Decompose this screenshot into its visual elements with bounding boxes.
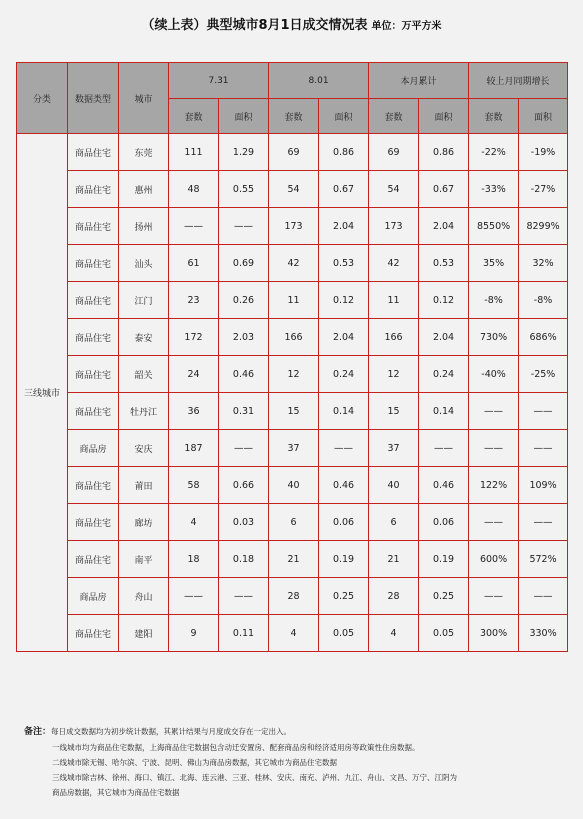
table-row (17, 393, 568, 430)
area-month-cell: 2.04 (419, 319, 469, 356)
area-7-31-cell: —— (219, 208, 269, 245)
units-8-01-cell: 21 (269, 541, 319, 578)
header-mom-growth: 较上月同期增长 (469, 63, 568, 99)
units-month-cell: 173 (369, 208, 419, 245)
table-row (17, 578, 568, 615)
data-type-cell: 商品住宅 (68, 319, 119, 356)
units-7-31-cell: 58 (169, 467, 219, 504)
units-growth-cell: 8550% (469, 208, 519, 245)
units-8-01-cell: 166 (269, 319, 319, 356)
units-7-31-cell: 61 (169, 245, 219, 282)
units-growth-cell: -8% (469, 282, 519, 319)
table-row (17, 541, 568, 578)
units-7-31-cell: —— (169, 578, 219, 615)
header-area: 面积 (219, 99, 269, 134)
note-line: 二线城市除无锡、哈尔滨、宁波、昆明、佛山为商品房数据，其它城市为商品住宅数据 (52, 758, 337, 767)
area-growth-cell: 109% (519, 467, 568, 504)
area-7-31-cell: 0.18 (219, 541, 269, 578)
units-8-01-cell: 37 (269, 430, 319, 467)
header-units: 套数 (369, 99, 419, 134)
area-8-01-cell: 0.86 (319, 134, 369, 171)
units-month-cell: 54 (369, 171, 419, 208)
units-month-cell: 37 (369, 430, 419, 467)
units-growth-cell: -40% (469, 356, 519, 393)
area-month-cell: 2.04 (419, 208, 469, 245)
units-7-31-cell: 36 (169, 393, 219, 430)
city-cell: 南平 (119, 541, 169, 578)
transaction-table (16, 62, 568, 652)
units-8-01-cell: 6 (269, 504, 319, 541)
data-type-cell: 商品住宅 (68, 393, 119, 430)
table-row (17, 319, 568, 356)
units-7-31-cell: —— (169, 208, 219, 245)
units-7-31-cell: 111 (169, 134, 219, 171)
units-month-cell: 166 (369, 319, 419, 356)
city-cell: 东莞 (119, 134, 169, 171)
header-units: 套数 (269, 99, 319, 134)
units-7-31-cell: 24 (169, 356, 219, 393)
area-8-01-cell: 2.04 (319, 208, 369, 245)
header-area: 面积 (319, 99, 369, 134)
units-month-cell: 69 (369, 134, 419, 171)
area-8-01-cell: 0.53 (319, 245, 369, 282)
units-month-cell: 28 (369, 578, 419, 615)
area-month-cell: 0.53 (419, 245, 469, 282)
area-month-cell: 0.05 (419, 615, 469, 652)
area-month-cell: 0.86 (419, 134, 469, 171)
data-type-cell: 商品住宅 (68, 208, 119, 245)
header-month-total: 本月累计 (369, 63, 469, 99)
units-growth-cell: -33% (469, 171, 519, 208)
data-type-cell: 商品住宅 (68, 134, 119, 171)
data-type-cell: 商品住宅 (68, 282, 119, 319)
table-row (17, 208, 568, 245)
area-8-01-cell: 0.67 (319, 171, 369, 208)
table-row (17, 356, 568, 393)
area-7-31-cell: 0.26 (219, 282, 269, 319)
table-row (17, 171, 568, 208)
data-type-cell: 商品住宅 (68, 615, 119, 652)
units-month-cell: 40 (369, 467, 419, 504)
header-date-2: 8.01 (269, 63, 369, 99)
area-8-01-cell: —— (319, 430, 369, 467)
note-line: 三线城市除吉林、徐州、海口、镇江、北海、连云港、三亚、桂林、安庆、南充、泸州、九江、舟山、文昌、万宁、江阴为 (52, 773, 457, 782)
city-cell: 江门 (119, 282, 169, 319)
area-7-31-cell: 0.66 (219, 467, 269, 504)
city-cell: 汕头 (119, 245, 169, 282)
area-growth-cell: -25% (519, 356, 568, 393)
units-7-31-cell: 23 (169, 282, 219, 319)
city-cell: 安庆 (119, 430, 169, 467)
city-cell: 廊坊 (119, 504, 169, 541)
data-type-cell: 商品住宅 (68, 171, 119, 208)
area-growth-cell: 686% (519, 319, 568, 356)
area-7-31-cell: —— (219, 578, 269, 615)
area-8-01-cell: 0.05 (319, 615, 369, 652)
units-8-01-cell: 40 (269, 467, 319, 504)
units-growth-cell: —— (469, 504, 519, 541)
units-7-31-cell: 187 (169, 430, 219, 467)
units-month-cell: 11 (369, 282, 419, 319)
city-cell: 韶关 (119, 356, 169, 393)
units-7-31-cell: 172 (169, 319, 219, 356)
unit-label: 单位：万平方米 (371, 21, 442, 32)
area-8-01-cell: 0.19 (319, 541, 369, 578)
area-8-01-cell: 0.12 (319, 282, 369, 319)
city-cell: 牡丹江 (119, 393, 169, 430)
units-growth-cell: 122% (469, 467, 519, 504)
area-month-cell: 0.06 (419, 504, 469, 541)
units-growth-cell: -22% (469, 134, 519, 171)
header-city: 城市 (119, 63, 169, 134)
units-7-31-cell: 18 (169, 541, 219, 578)
area-growth-cell: —— (519, 430, 568, 467)
header-category: 分类 (17, 63, 68, 134)
data-type-cell: 商品房 (68, 578, 119, 615)
area-8-01-cell: 0.14 (319, 393, 369, 430)
area-growth-cell: —— (519, 393, 568, 430)
table-row (17, 134, 568, 171)
data-type-cell: 商品住宅 (68, 356, 119, 393)
area-growth-cell: -8% (519, 282, 568, 319)
note-text: 每日成交数据均为初步统计数据，其累计结果与月度成交存在一定出入。 (51, 727, 292, 736)
notes-label: 备注： (24, 727, 52, 737)
area-month-cell: —— (419, 430, 469, 467)
data-type-cell: 商品房 (68, 430, 119, 467)
area-7-31-cell: 0.03 (219, 504, 269, 541)
table-row (17, 504, 568, 541)
area-growth-cell: 32% (519, 245, 568, 282)
area-month-cell: 0.19 (419, 541, 469, 578)
units-8-01-cell: 173 (269, 208, 319, 245)
table-row (17, 615, 568, 652)
table-row (17, 430, 568, 467)
city-cell: 舟山 (119, 578, 169, 615)
note-line: 一线城市均为商品住宅数据，上海商品住宅数据包含动迁安置房、配套商品房和经济适用房等政策性住房数据。 (52, 743, 420, 752)
area-7-31-cell: 0.11 (219, 615, 269, 652)
header-units: 套数 (469, 99, 519, 134)
area-month-cell: 0.46 (419, 467, 469, 504)
data-type-cell: 商品住宅 (68, 504, 119, 541)
area-7-31-cell: 0.31 (219, 393, 269, 430)
area-8-01-cell: 0.24 (319, 356, 369, 393)
header-units: 套数 (169, 99, 219, 134)
area-month-cell: 0.25 (419, 578, 469, 615)
data-type-cell: 商品住宅 (68, 541, 119, 578)
category-cell: 三线城市 (17, 134, 68, 652)
area-growth-cell: —— (519, 504, 568, 541)
units-8-01-cell: 54 (269, 171, 319, 208)
units-7-31-cell: 48 (169, 171, 219, 208)
header-area: 面积 (419, 99, 469, 134)
units-8-01-cell: 4 (269, 615, 319, 652)
table-body (17, 134, 568, 652)
city-cell: 惠州 (119, 171, 169, 208)
area-growth-cell: 8299% (519, 208, 568, 245)
area-8-01-cell: 0.06 (319, 504, 369, 541)
area-7-31-cell: 1.29 (219, 134, 269, 171)
notes (24, 724, 564, 800)
area-7-31-cell: 0.69 (219, 245, 269, 282)
area-growth-cell: -27% (519, 171, 568, 208)
units-growth-cell: —— (469, 393, 519, 430)
units-month-cell: 21 (369, 541, 419, 578)
units-8-01-cell: 28 (269, 578, 319, 615)
units-month-cell: 4 (369, 615, 419, 652)
note-line (24, 724, 564, 740)
units-7-31-cell: 4 (169, 504, 219, 541)
city-cell: 扬州 (119, 208, 169, 245)
units-7-31-cell: 9 (169, 615, 219, 652)
table-row (17, 245, 568, 282)
units-month-cell: 12 (369, 356, 419, 393)
units-8-01-cell: 12 (269, 356, 319, 393)
units-growth-cell: —— (469, 430, 519, 467)
units-month-cell: 42 (369, 245, 419, 282)
area-growth-cell: —— (519, 578, 568, 615)
units-month-cell: 15 (369, 393, 419, 430)
area-month-cell: 0.24 (419, 356, 469, 393)
units-growth-cell: 35% (469, 245, 519, 282)
area-7-31-cell: 2.03 (219, 319, 269, 356)
area-growth-cell: 572% (519, 541, 568, 578)
area-8-01-cell: 2.04 (319, 319, 369, 356)
table-row (17, 467, 568, 504)
units-8-01-cell: 15 (269, 393, 319, 430)
city-cell: 泰安 (119, 319, 169, 356)
units-8-01-cell: 42 (269, 245, 319, 282)
area-7-31-cell: —— (219, 430, 269, 467)
area-8-01-cell: 0.46 (319, 467, 369, 504)
header-area: 面积 (519, 99, 568, 134)
units-8-01-cell: 11 (269, 282, 319, 319)
units-growth-cell: 730% (469, 319, 519, 356)
area-month-cell: 0.14 (419, 393, 469, 430)
area-month-cell: 0.67 (419, 171, 469, 208)
units-growth-cell: —— (469, 578, 519, 615)
data-type-cell: 商品住宅 (68, 467, 119, 504)
area-growth-cell: -19% (519, 134, 568, 171)
page-title (0, 14, 583, 33)
units-month-cell: 6 (369, 504, 419, 541)
area-7-31-cell: 0.55 (219, 171, 269, 208)
units-growth-cell: 600% (469, 541, 519, 578)
header-data-type: 数据类型 (68, 63, 119, 134)
city-cell: 莆田 (119, 467, 169, 504)
note-line: 商品房数据，其它城市为商品住宅数据 (52, 788, 180, 797)
header-row-1 (17, 63, 568, 99)
area-month-cell: 0.12 (419, 282, 469, 319)
table-row (17, 282, 568, 319)
header-date-1: 7.31 (169, 63, 269, 99)
data-type-cell: 商品住宅 (68, 245, 119, 282)
area-growth-cell: 330% (519, 615, 568, 652)
units-growth-cell: 300% (469, 615, 519, 652)
city-cell: 建阳 (119, 615, 169, 652)
units-8-01-cell: 69 (269, 134, 319, 171)
area-8-01-cell: 0.25 (319, 578, 369, 615)
area-7-31-cell: 0.46 (219, 356, 269, 393)
table-title: （续上表）典型城市8月1日成交情况表 (141, 18, 368, 33)
